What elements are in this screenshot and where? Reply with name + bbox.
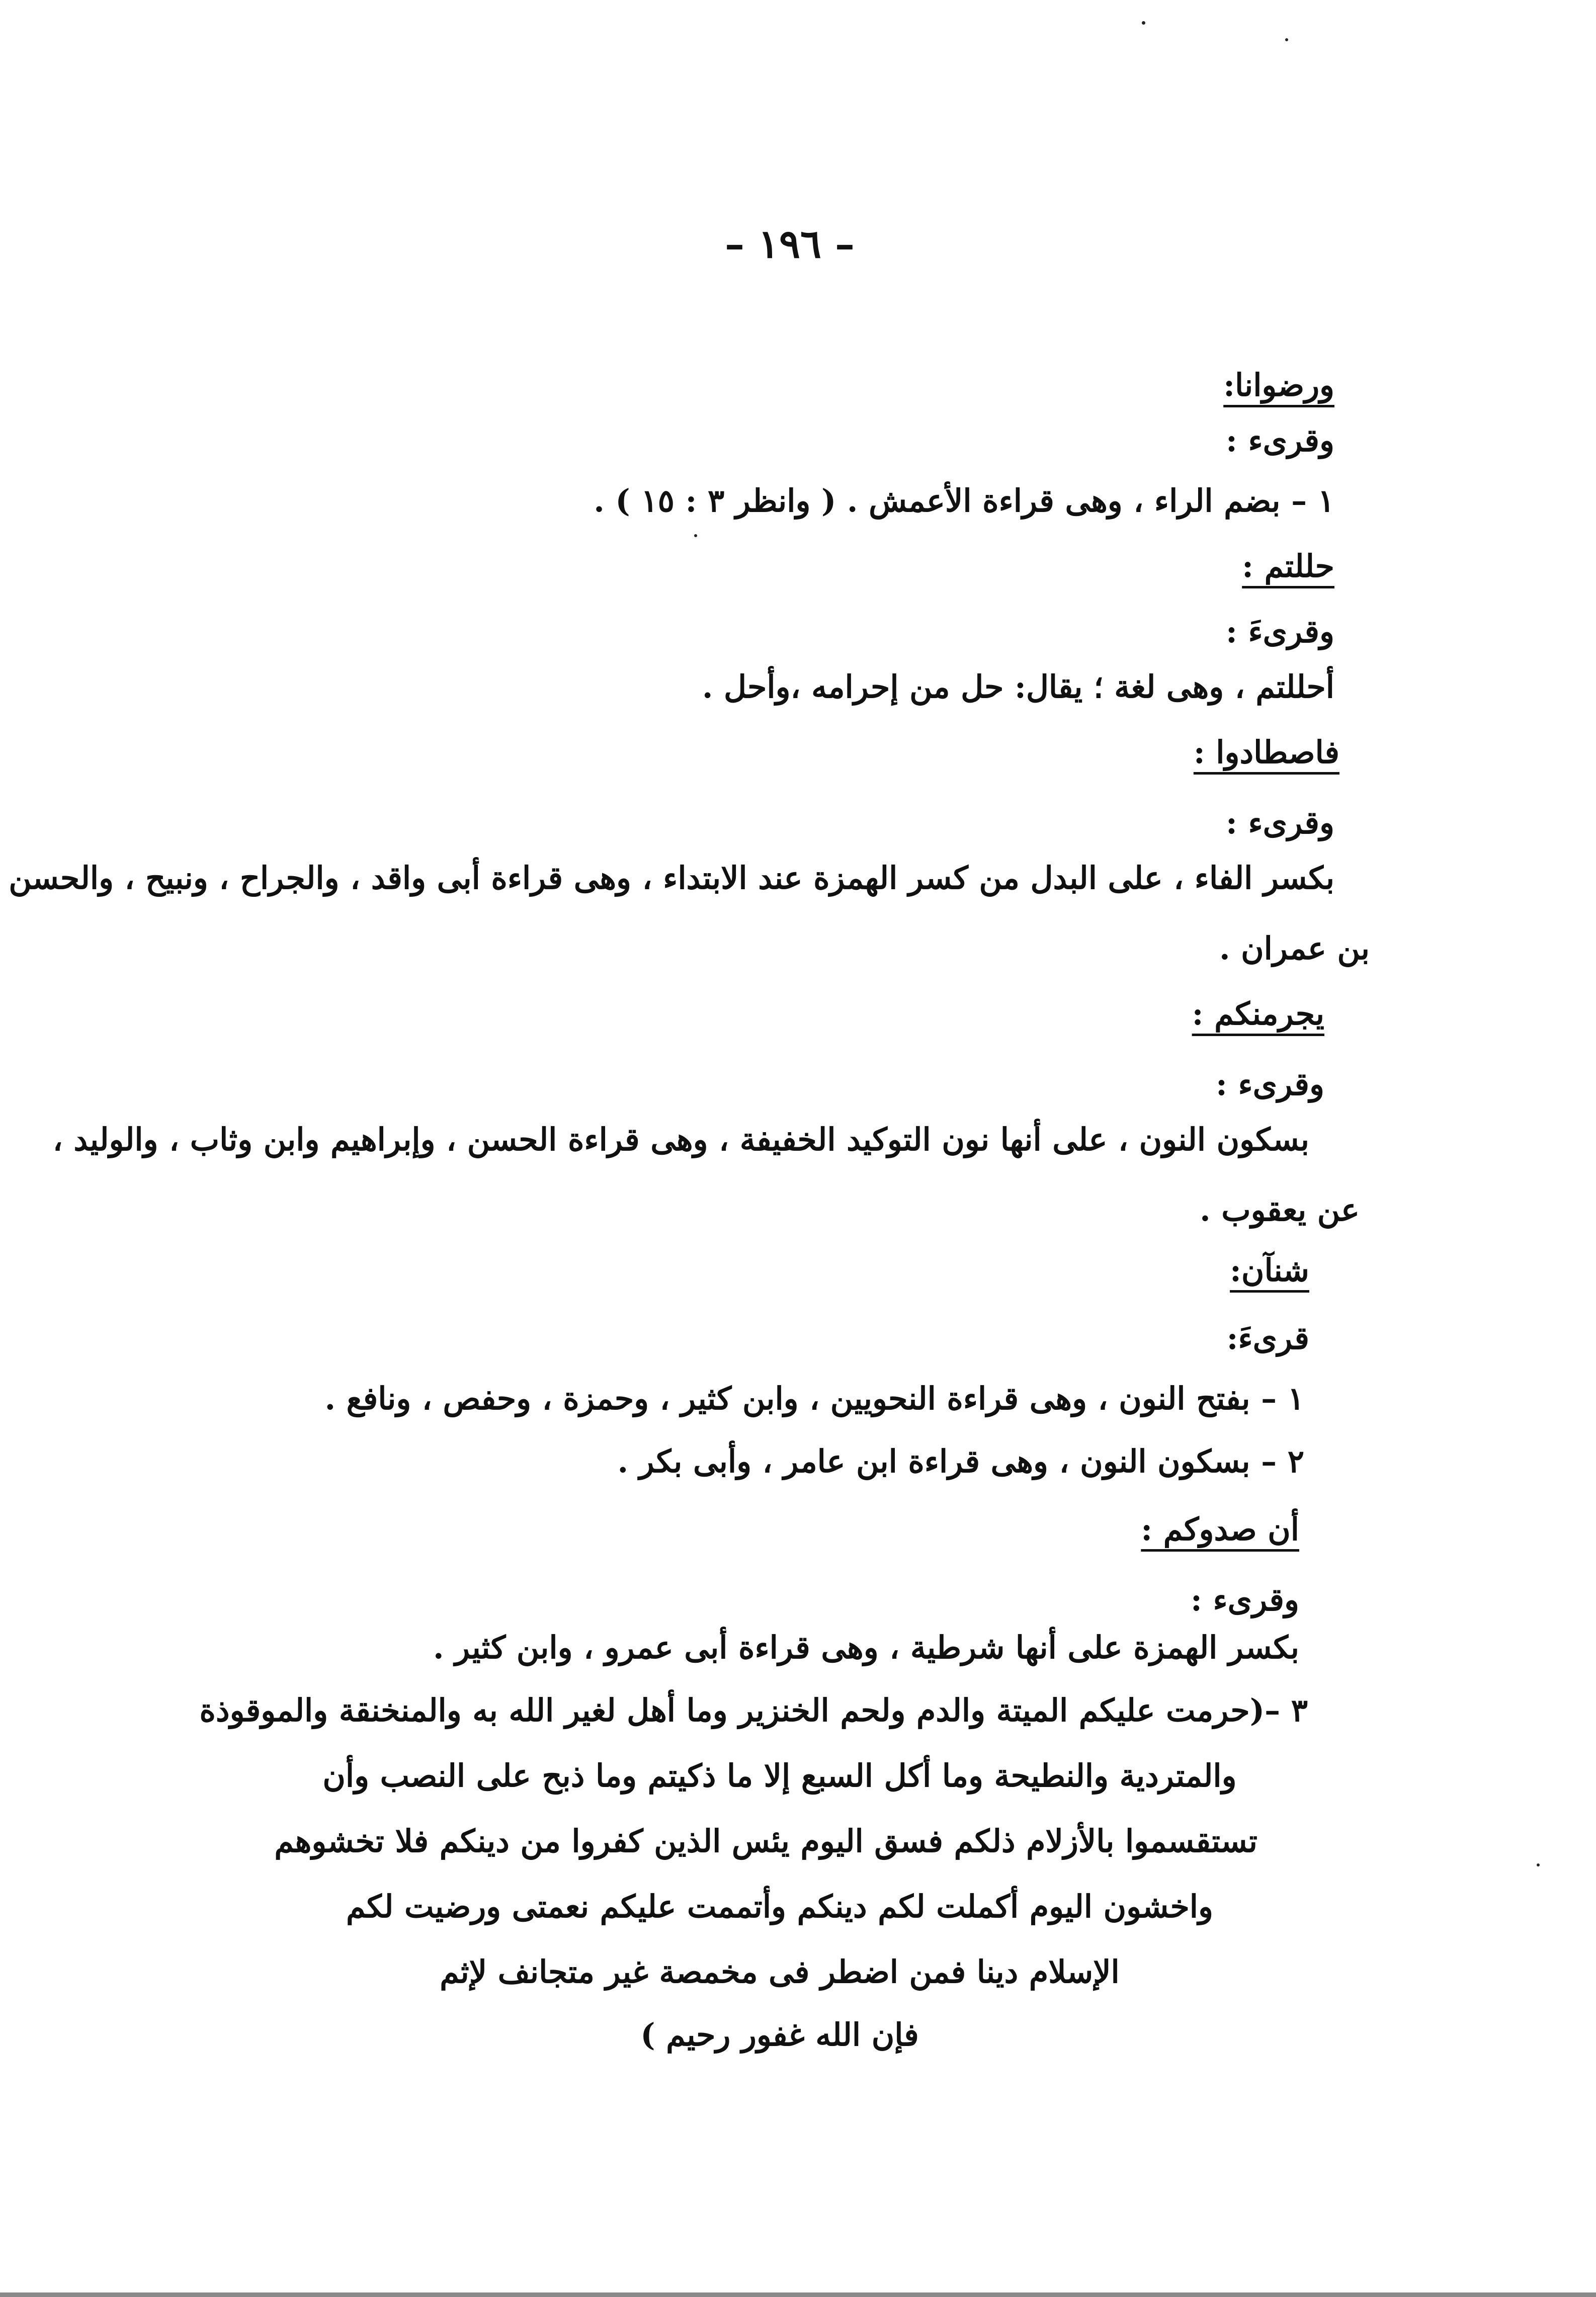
heading-shanaan: شنآن: — [1230, 1252, 1309, 1289]
heading-yajrimannakum: يجرمنكم : — [1192, 995, 1324, 1032]
verse-line: ٣ –(حرمت عليكم الميتة والدم ولحم الخنزير وما أهل لغير الله به والمنخنقة والموقوذة — [199, 1692, 1308, 1729]
scan-speck — [1285, 38, 1288, 41]
reading-text: بسكون النون ، على أنها نون التوكيد الخفيفة ، وهى قراءة الحسن ، وإبراهيم وابن وثاب ، والوليد ، — [52, 1121, 1309, 1158]
reading-item: ٢ – بسكون النون ، وهى قراءة ابن عامر ، وأبى بكر . — [617, 1443, 1304, 1480]
reading-text: بكسر الهمزة على أنها شرطية ، وهى قراءة أبى عمرو ، وابن كثير . — [433, 1629, 1299, 1666]
reading-text: بن عمران . — [1219, 930, 1370, 967]
reading-text: بكسر الفاء ، على البدل من كسر الهمزة عند الابتداء ، وهى قراءة أبى واقد ، والجراح ، ونبيح ، والحسن — [9, 860, 1334, 896]
scan-speck — [1142, 21, 1145, 25]
qira-label: وقرىءَ : — [1226, 613, 1334, 650]
reading-item: ١ – بضم الراء ، وهى قراءة الأعمش . ( وانظر ٣ : ١٥ ) . — [594, 482, 1334, 519]
scan-speck — [1537, 1863, 1540, 1866]
qira-label: وقرىء : — [1216, 1066, 1324, 1102]
reading-text: أحللتم ، وهى لغة ؛ يقال: حل من إحرامه ،وأحل . — [702, 668, 1334, 705]
reading-text: عن يعقوب . — [1200, 1192, 1360, 1228]
verse-line: تستقسموا بالأزلام ذلكم فسق اليوم يئس الذين كفروا من دينكم فلا تخشوهم — [274, 1823, 1257, 1859]
page-edge — [0, 2292, 1596, 2297]
page-number: – ١٩٦ – — [725, 221, 855, 267]
verse-line: الإسلام دينا فمن اضطر فى مخمصة غير متجانف لإثم — [440, 1953, 1120, 1990]
qira-label: قرىءَ: — [1226, 1320, 1309, 1356]
reading-item: ١ – بفتح النون ، وهى قراءة النحويين ، وابن كثير ، وحمزة ، وحفص ، ونافع . — [324, 1380, 1304, 1417]
verse-line: واخشون اليوم أكملت لكم دينكم وأتممت عليكم نعمتى ورضيت لكم — [346, 1888, 1213, 1925]
qira-label: وقرىء : — [1226, 422, 1334, 459]
heading-an-saddukum: أن صدوكم : — [1141, 1511, 1299, 1548]
qira-label: وقرىء : — [1226, 804, 1334, 841]
heading-ridwanan: ورضوانا: — [1223, 367, 1334, 403]
verse-line: فإن الله غفور رحيم ) — [640, 2016, 919, 2053]
scan-speck — [694, 534, 697, 537]
heading-halaltum: حللتم : — [1242, 548, 1334, 584]
qira-label: وقرىء : — [1191, 1581, 1299, 1618]
heading-fastadu: فاصطادوا : — [1193, 734, 1339, 771]
verse-line: والمتردية والنطيحة وما أكل السبع إلا ما ذكيتم وما ذبح على النصب وأن — [322, 1757, 1237, 1794]
